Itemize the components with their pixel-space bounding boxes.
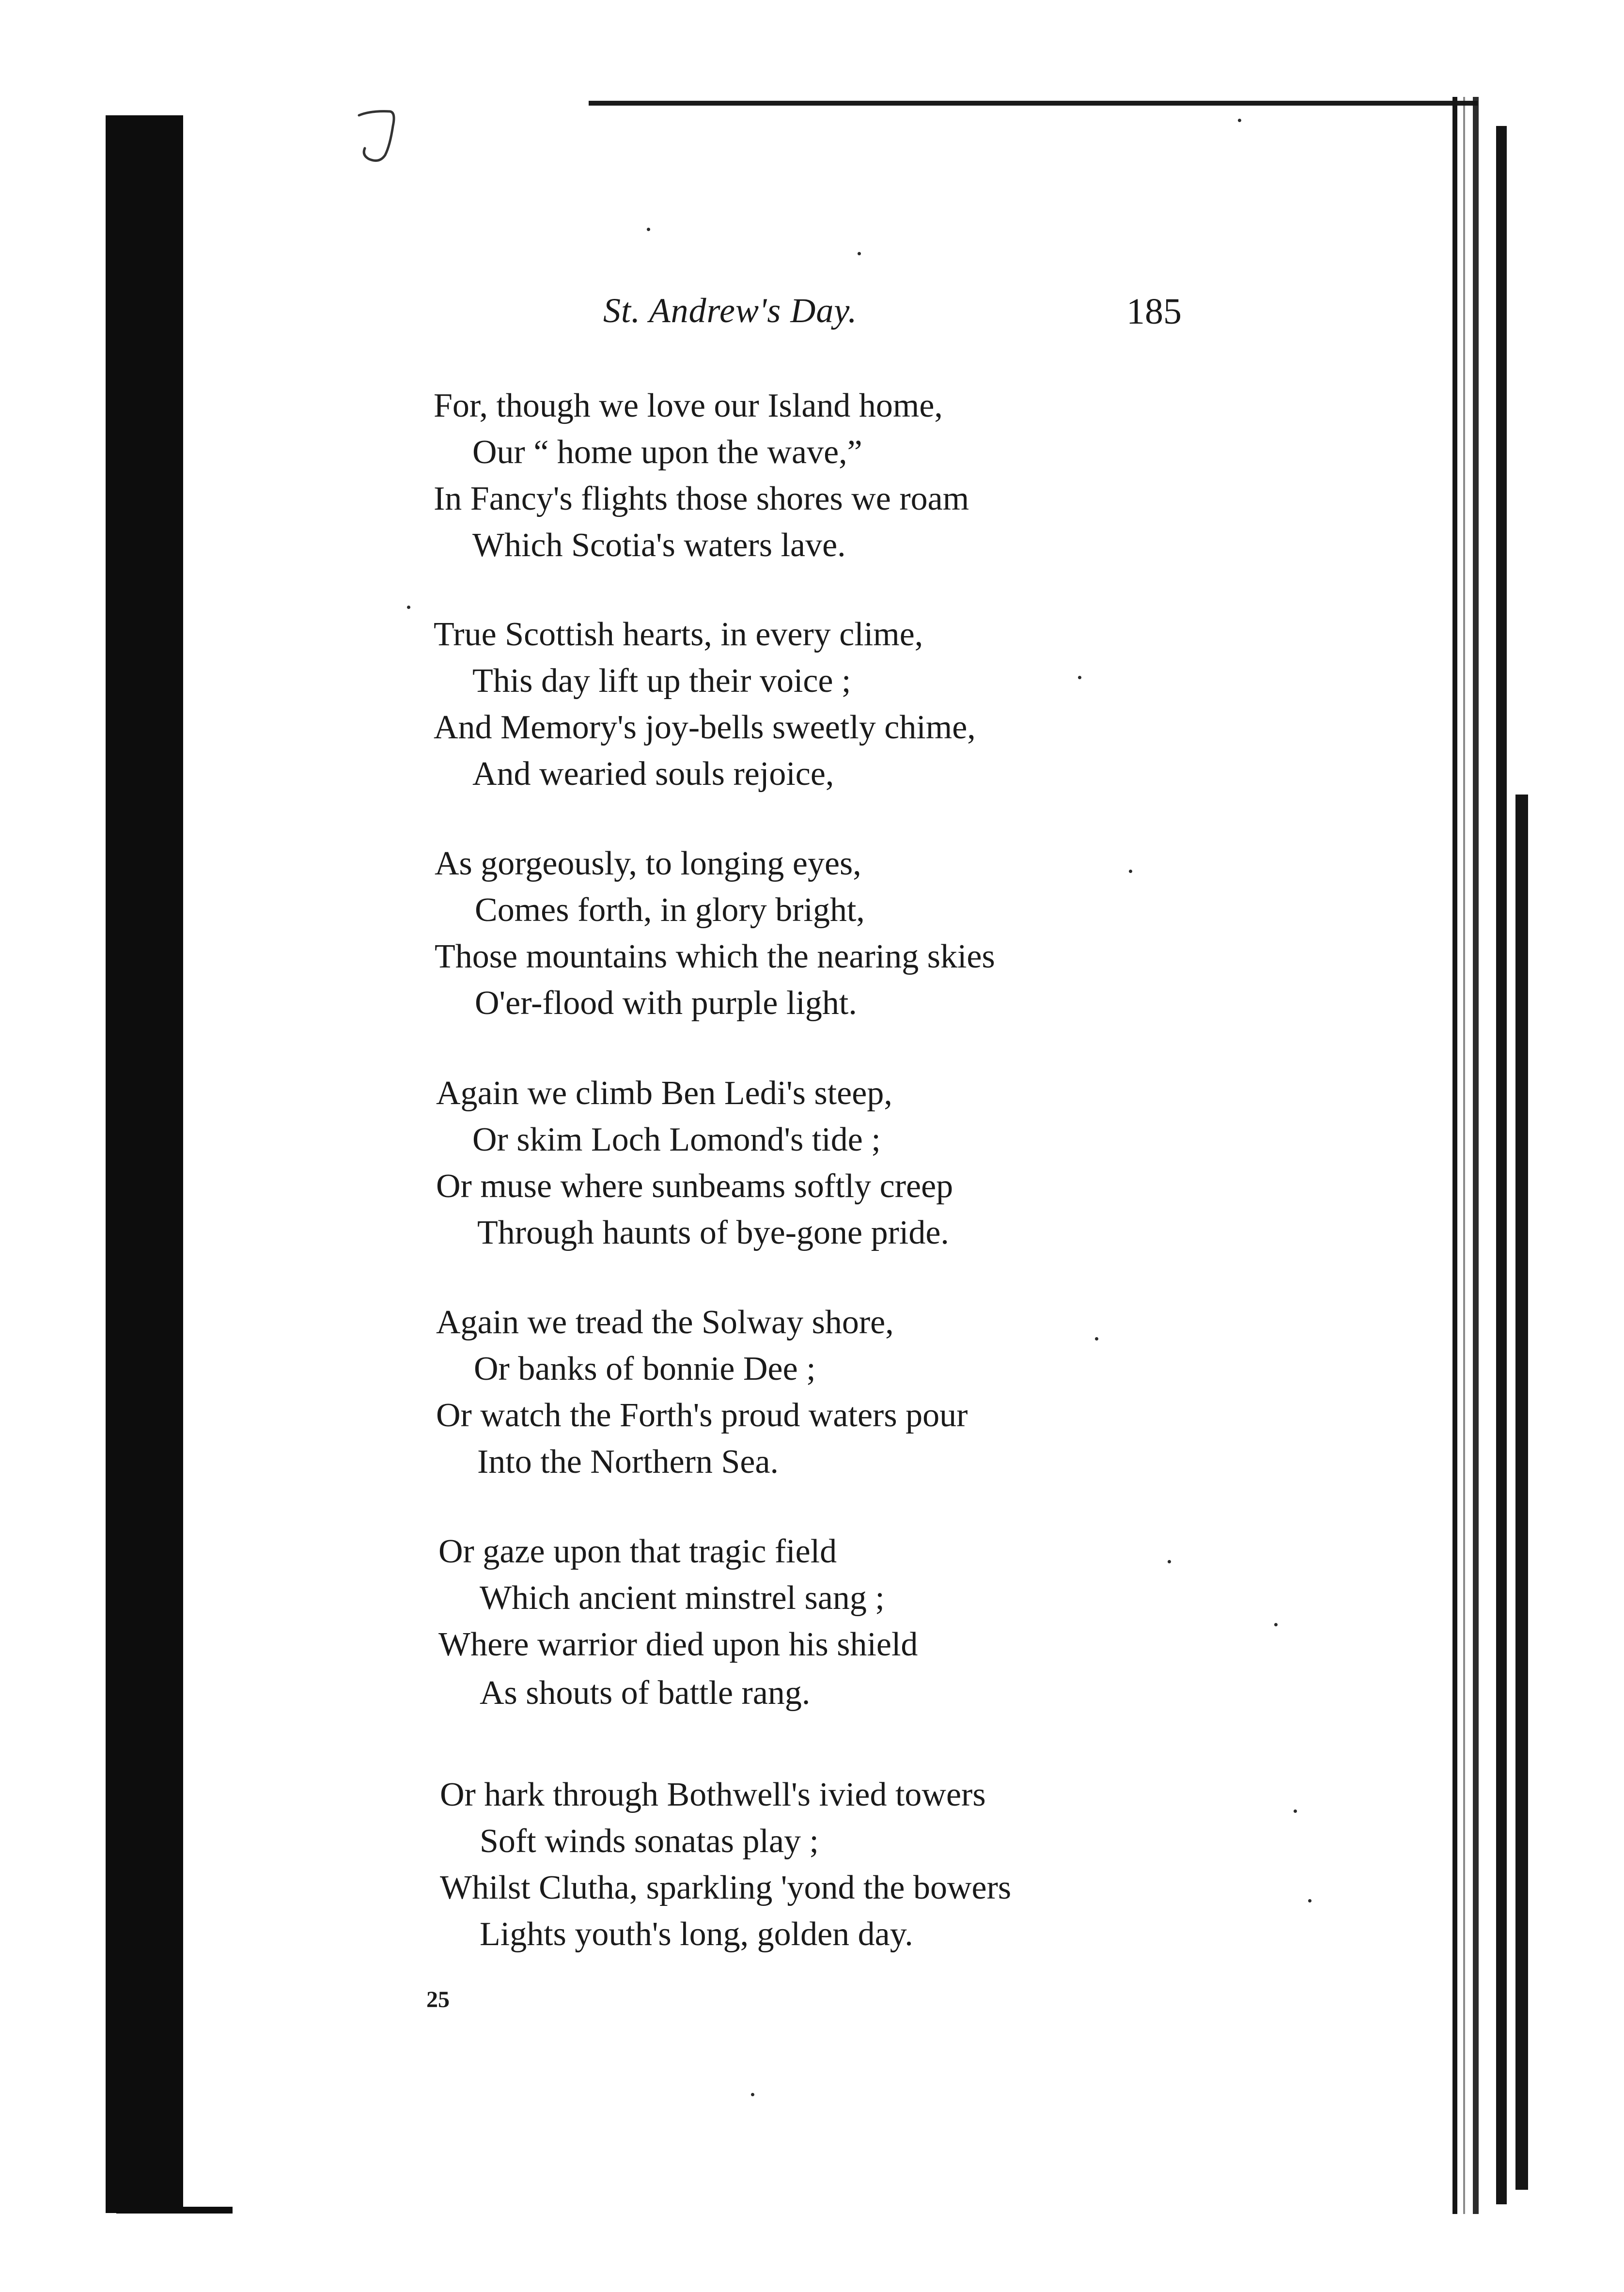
poem-line: For, though we love our Island home, [434, 387, 943, 424]
poem-line: Or skim Loch Lomond's tide ; [472, 1121, 881, 1158]
left-binding-foot [116, 2207, 233, 2214]
right-edge-line [1463, 97, 1465, 2214]
dust-speck [647, 228, 650, 231]
poem-line: Through haunts of bye-gone pride. [477, 1214, 949, 1251]
poem-line: Comes forth, in glory bright, [475, 891, 865, 929]
poem-line: And Memory's joy-bells sweetly chime, [434, 709, 976, 746]
dust-speck [1078, 676, 1081, 679]
poem-line: Again we tread the Solway shore, [436, 1304, 894, 1341]
page-number: 185 [1126, 291, 1182, 332]
poem-line: Whilst Clutha, sparkling 'yond the bowers [440, 1869, 1012, 1906]
dust-speck [1308, 1899, 1312, 1902]
poem-line: And wearied souls rejoice, [472, 755, 834, 793]
poem-line: Which ancient minstrel sang ; [480, 1579, 885, 1617]
dust-speck [1168, 1560, 1171, 1563]
right-edge-line [1452, 97, 1457, 2214]
dust-speck [1095, 1337, 1098, 1341]
dust-speck [1238, 119, 1241, 122]
right-edge-line [1473, 97, 1479, 2214]
poem-line: O'er-flood with purple light. [475, 984, 857, 1022]
dust-speck [1129, 870, 1132, 873]
dust-speck [751, 2093, 754, 2096]
poem-line: Which Scotia's waters lave. [472, 527, 846, 564]
poem-line: Or watch the Forth's proud waters pour [436, 1397, 968, 1434]
dust-speck [1274, 1623, 1278, 1626]
poem-line: As gorgeously, to longing eyes, [435, 845, 861, 882]
poem-line: Again we climb Ben Ledi's steep, [436, 1075, 892, 1112]
poem-line: Or gaze upon that tragic field [438, 1533, 837, 1570]
dust-speck [1294, 1809, 1297, 1813]
poem-line: This day lift up their voice ; [472, 662, 851, 700]
poem-line: In Fancy's flights those shores we roam [434, 480, 969, 517]
left-binding-shadow [106, 115, 183, 2213]
running-head-title: St. Andrew's Day. [603, 291, 858, 330]
poem-line: As shouts of battle rang. [480, 1674, 811, 1712]
poem-line: Those mountains which the nearing skies [435, 938, 995, 975]
poem-line: Our “ home upon the wave,” [472, 434, 862, 471]
dust-speck [858, 252, 861, 255]
poem-line: True Scottish hearts, in every clime, [434, 616, 923, 653]
poem-line: Where warrior died upon his shield [438, 1626, 918, 1663]
right-edge-line [1515, 795, 1528, 2190]
printer-signature-mark: 25 [426, 1987, 450, 2012]
pencil-mark-icon [356, 107, 402, 165]
dust-speck [407, 606, 410, 609]
poem-line: Or banks of bonnie Dee ; [474, 1350, 816, 1388]
poem-line: Into the Northern Sea. [477, 1443, 779, 1481]
right-edge-line [1496, 126, 1507, 2204]
poem-line: Or hark through Bothwell's ivied towers [440, 1776, 986, 1813]
poem-line: Soft winds sonatas play ; [480, 1823, 819, 1860]
poem-line: Or muse where sunbeams softly creep [436, 1168, 953, 1205]
poem-line: Lights youth's long, golden day. [480, 1916, 913, 1953]
top-edge-rule [589, 101, 1478, 106]
